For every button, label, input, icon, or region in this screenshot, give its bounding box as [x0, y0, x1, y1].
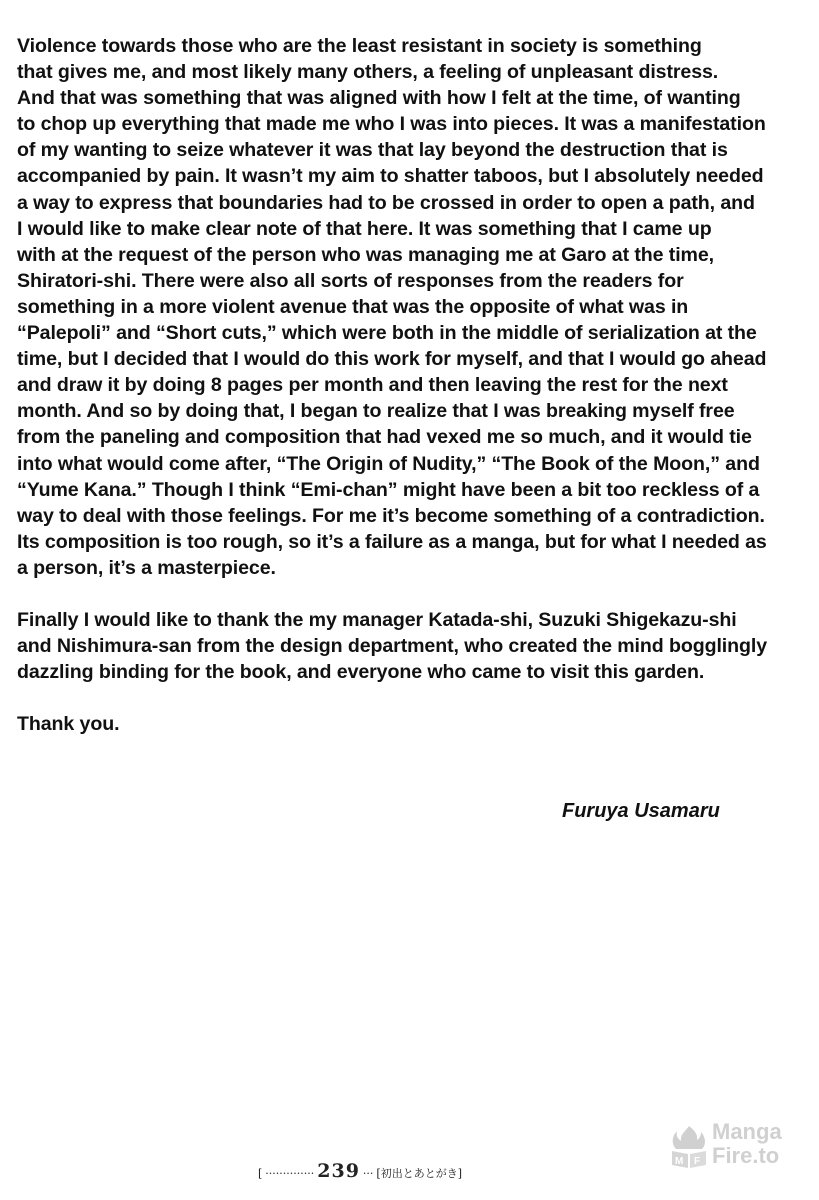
text-line: and Nishimura-san from the design department, who created the mind bogglingly [17, 635, 768, 658]
text-line: “Yume Kana.” Though I think “Emi-chan” might have been a bit too reckless of a [17, 478, 760, 501]
folio-bracket: [ [258, 1167, 263, 1180]
thank-you-text: Thank you. [17, 713, 120, 736]
svg-text:F: F [694, 1156, 701, 1167]
text-line: a way to express that boundaries had to be crossed in order to open a path, and [17, 191, 755, 214]
folio-separator: ··· [362, 1167, 374, 1180]
paragraph-2 [17, 607, 807, 685]
page-folio [258, 1160, 462, 1182]
text-line: Finally I would like to thank the my manager Katada-shi, Suzuki Shigekazu-shi [17, 608, 737, 631]
watermark-line-1: Manga [712, 1119, 782, 1144]
text-line: that gives me, and most likely many others, a feeling of unpleasant distress. [17, 61, 719, 84]
text-line: accompanied by pain. It wasn’t my aim to shatter taboos, but I absolutely needed [17, 165, 764, 188]
text-line: and draw it by doing 8 pages per month and then leaving the rest for the next [17, 374, 728, 397]
folio-leader: ·············· [265, 1167, 315, 1180]
text-line: Its composition is too rough, so it’s a failure as a manga, but for what I needed as [17, 530, 767, 553]
text-line: to chop up everything that made me who I was into pieces. It was a manifestation [17, 113, 766, 136]
flame-book-icon [668, 1124, 710, 1170]
page-number: 239 [317, 1160, 360, 1182]
author-signature: Furuya Usamaru [562, 800, 720, 822]
text-line: a person, it’s a masterpiece. [17, 556, 276, 579]
site-watermark [668, 1120, 798, 1176]
text-line: time, but I decided that I would do this work for myself, and that I would go ahead [17, 348, 767, 371]
svg-text:M: M [675, 1156, 684, 1167]
text-line: And that was something that was aligned with how I felt at the time, of wanting [17, 87, 741, 110]
text-line: with at the request of the person who was managing me at Garo at the time, [17, 243, 714, 266]
text-line: I would like to make clear note of that here. It was something that I came up [17, 217, 712, 240]
section-title: [初出とあとがき] [376, 1167, 463, 1180]
afterword-text [17, 33, 807, 763]
text-line: something in a more violent avenue that was the opposite of what was in [17, 295, 689, 318]
watermark-text [712, 1120, 782, 1168]
text-line: Shiratori-shi. There were also all sorts of responses from the readers for [17, 269, 684, 292]
text-line: of my wanting to seize whatever it was that lay beyond the destruction that is [17, 139, 728, 162]
text-line: “Palepoli” and “Short cuts,” which were both in the middle of serialization at the [17, 322, 757, 345]
text-line: month. And so by doing that, I began to realize that I was breaking myself free [17, 400, 735, 423]
text-line: way to deal with those feelings. For me it’s become something of a contradiction. [17, 504, 765, 527]
closing-line [17, 711, 807, 737]
text-line: into what would come after, “The Origin of Nudity,” “The Book of the Moon,” and [17, 452, 760, 475]
text-line: dazzling binding for the book, and everyone who came to visit this garden. [17, 661, 705, 684]
text-line: Violence towards those who are the least resistant in society is something [17, 35, 702, 57]
watermark-line-2: Fire.to [712, 1143, 780, 1168]
text-line: from the paneling and composition that had vexed me so much, and it would tie [17, 426, 752, 449]
paragraph-1 [17, 33, 807, 581]
